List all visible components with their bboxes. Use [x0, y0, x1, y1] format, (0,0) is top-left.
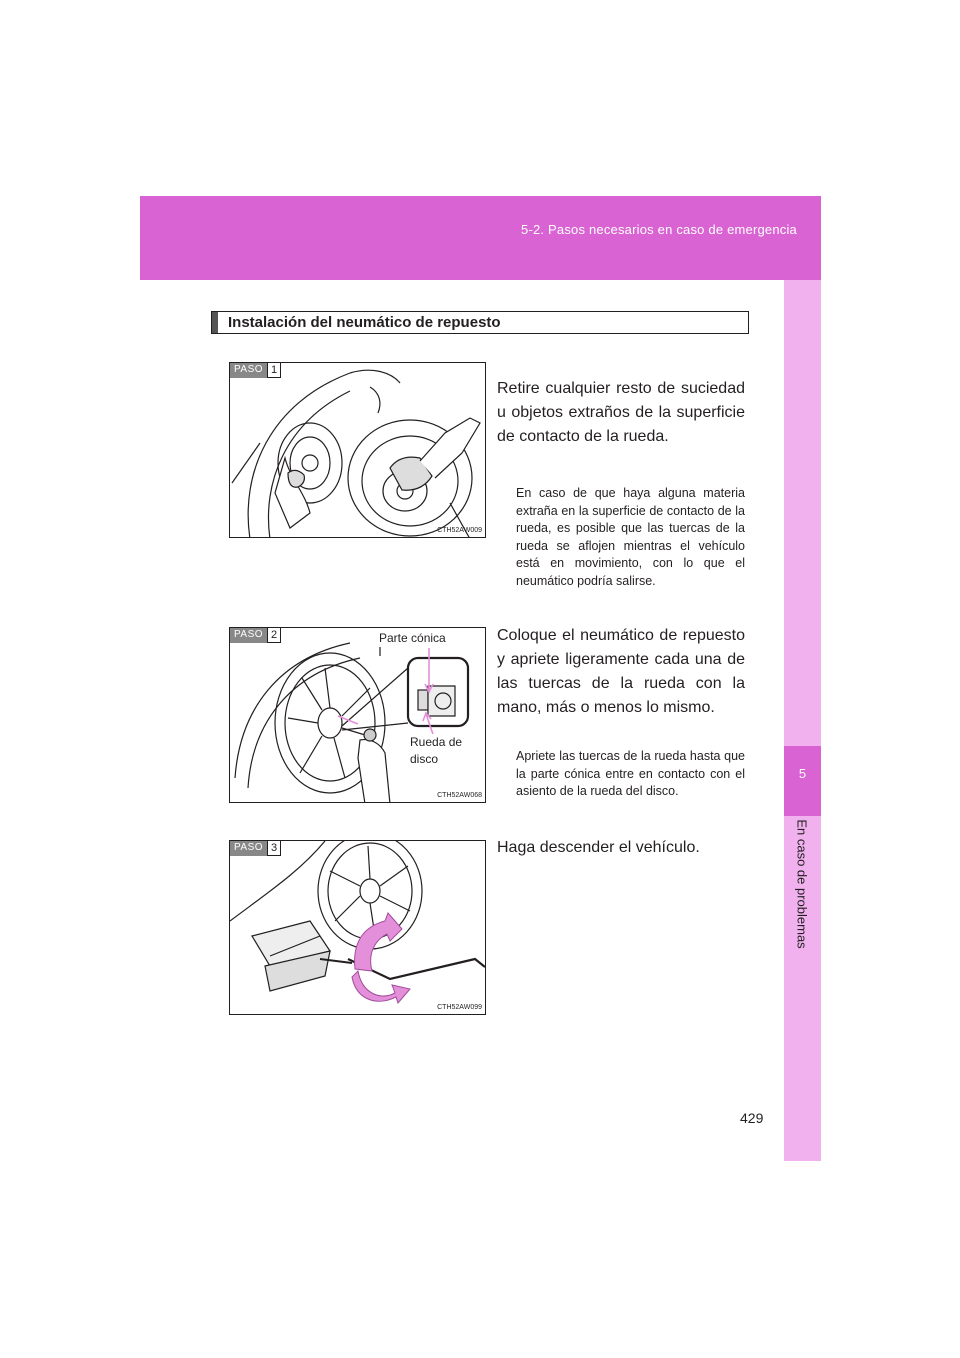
chapter-header-band — [140, 196, 821, 280]
lowering-jack-illustration — [230, 841, 486, 1015]
paso-label: PASO — [230, 628, 267, 643]
section-title-text: Instalación del neumático de repuesto — [228, 314, 501, 331]
step-2-figure — [229, 627, 486, 803]
step-2-note: Apriete las tuercas de la rueda hasta que la parte cónica entre en contacto con el asiento de la rueda del disco. — [516, 749, 745, 798]
spare-tire-nut-illustration — [230, 628, 486, 803]
paso-number: 1 — [267, 363, 281, 378]
figure-code: CTH52AW009 — [437, 527, 482, 534]
paso-number: 3 — [267, 841, 281, 856]
step-3-instruction: Haga descender el vehículo. — [497, 839, 700, 856]
figure-code: CTH52AW068 — [437, 792, 482, 799]
paso-number: 2 — [267, 628, 281, 643]
step-1-note: En caso de que haya alguna materia extraña en la superficie de contacto de la rueda, es posible que las tuercas de la rueda se aflojen mientras el vehículo está en movimiento, con lo que el neumático podría salirse. — [516, 486, 745, 588]
step-1-figure — [229, 362, 486, 538]
paso-label: PASO — [230, 363, 267, 378]
figure-code: CTH52AW099 — [437, 1004, 482, 1011]
running-header: 5-2. Pasos necesarios en caso de emergencia — [521, 222, 797, 237]
heading-accent-bar — [212, 312, 218, 333]
chapter-number: 5 — [798, 766, 807, 781]
callout-tapered-part: Parte cónica — [379, 631, 446, 645]
step-2-instruction: Coloque el neumático de repuesto y apriete ligeramente cada una de las tuercas de la rueda con la mano, más o menos lo mismo. — [497, 627, 745, 716]
paso-label: PASO — [230, 841, 267, 856]
page-number: 429 — [740, 1110, 764, 1126]
step-3-figure — [229, 840, 486, 1015]
chapter-title: En caso de problemas — [794, 819, 810, 949]
step-3-badge — [230, 841, 281, 856]
step-1-badge — [230, 363, 281, 378]
chapter-tab-active — [784, 746, 821, 816]
section-heading — [211, 311, 749, 334]
chapter-side-tab — [784, 280, 821, 1161]
callout-disc-wheel: Rueda de disco — [410, 734, 474, 768]
step-2-badge — [230, 628, 281, 643]
wheel-hub-cleaning-illustration — [230, 363, 486, 538]
step-1-instruction: Retire cualquier resto de suciedad u objetos extraños de la superficie de contacto de la rueda. — [497, 380, 745, 445]
